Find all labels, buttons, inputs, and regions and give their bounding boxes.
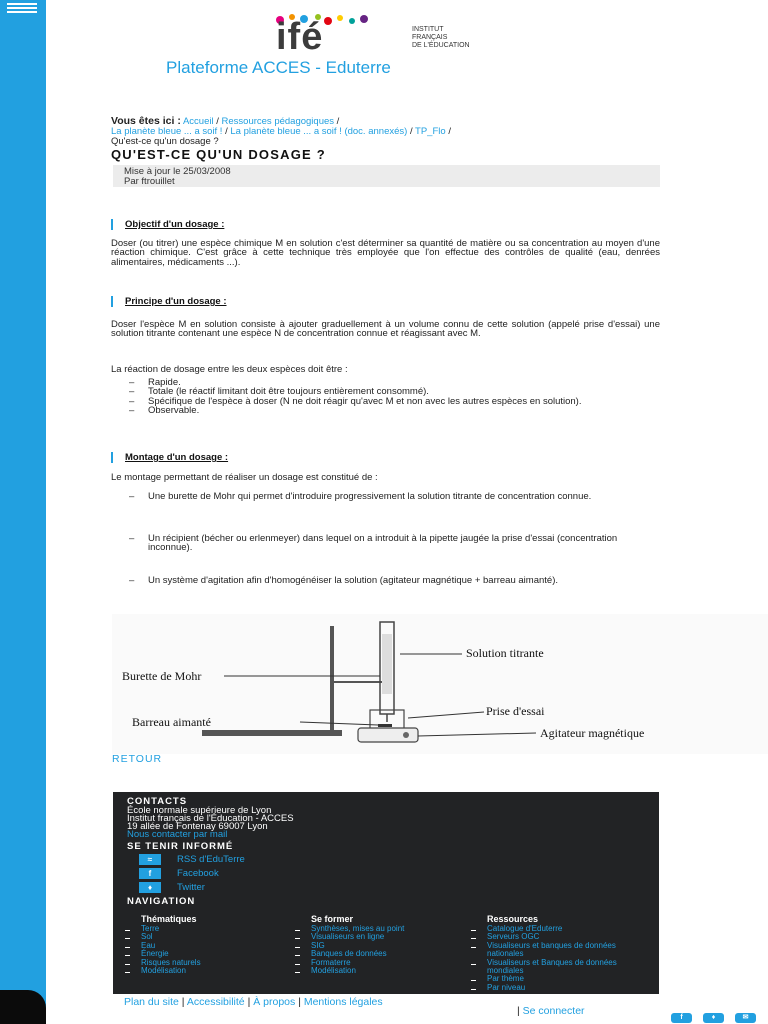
nav-link[interactable]: Synthèses, mises au point: [295, 925, 445, 933]
nav-col-heading: Thématiques: [141, 914, 197, 924]
list-item: – Une burette de Mohr qui permet d'introduire progressivement la solution titrante de concentration connue.: [111, 492, 660, 501]
twitter-icon: ♦: [139, 882, 161, 893]
nav-link[interactable]: Terre: [125, 925, 285, 933]
navigation-heading: NAVIGATION: [127, 896, 196, 907]
nav-col-thematiques: [125, 914, 285, 975]
twitter-icon[interactable]: ♦: [703, 1013, 724, 1023]
nav-col-heading: Se former: [311, 914, 354, 924]
author: Par ftrouillet: [124, 175, 175, 187]
page-title: QU'EST-CE QU'UN DOSAGE ?: [111, 147, 326, 162]
breadcrumb-item-annexes[interactable]: La planète bleue ... a soif ! (doc. annexés): [230, 126, 408, 137]
breadcrumb-item-planete[interactable]: La planète bleue ... a soif !: [111, 126, 223, 137]
burette-fill: [382, 634, 392, 694]
contact-line: Institut français de l'Éducation - ACCES: [127, 813, 294, 824]
facebook-icon[interactable]: f: [671, 1013, 692, 1023]
nav-link[interactable]: Visualiseurs et banques de données nationales: [471, 942, 651, 959]
link-divider: |: [181, 996, 187, 1008]
nav-link[interactable]: Visualiseurs en ligne: [295, 933, 445, 941]
breadcrumb-item-ressources[interactable]: Ressources pédagogiques: [221, 116, 335, 127]
montage-list-2: [111, 534, 660, 553]
principe-heading: Principe d'un dosage :: [111, 296, 227, 307]
nav-link[interactable]: Visualiseurs et Banques de données mondiales: [471, 959, 651, 976]
a-propos-link[interactable]: À propos: [253, 996, 296, 1008]
breadcrumb-item-tp[interactable]: TP_Flo: [415, 126, 446, 137]
bottom-links-second-row: [517, 1005, 585, 1017]
nav-col-heading: Ressources: [487, 914, 539, 924]
rss-label: RSS d'EduTerre: [177, 854, 245, 865]
nav-link[interactable]: Modélisation: [295, 967, 445, 975]
label-prise: Prise d'essai: [486, 704, 545, 718]
label-barreau: Barreau aimanté: [132, 715, 211, 729]
facebook-icon: f: [139, 868, 161, 879]
logo-subtitle: INSTITUT FRANÇAIS DE L'ÉDUCATION: [412, 26, 470, 49]
contacts-heading: CONTACTS: [127, 796, 188, 807]
nav-col-se-former: [295, 914, 445, 975]
list-item: – Rapide.: [111, 378, 660, 387]
updated-date: Mise à jour le 25/03/2008: [124, 166, 231, 177]
nav-link[interactable]: Énergie: [125, 950, 285, 958]
breadcrumb-separator: /: [448, 126, 451, 137]
label-agitateur: Agitateur magnétique: [540, 726, 645, 740]
list-item: – Observable.: [111, 406, 660, 415]
breadcrumb: [111, 116, 671, 147]
montage-list-3: [111, 576, 660, 585]
nav-link[interactable]: SIG: [295, 942, 445, 950]
breadcrumb-separator: /: [336, 116, 340, 127]
nav-link[interactable]: Sol: [125, 933, 285, 941]
se-connecter-link[interactable]: Se connecter: [522, 1005, 585, 1017]
principe-intro: La réaction de dosage entre les deux espèces doit être :: [111, 364, 348, 375]
list-item: – Un récipient (bécher ou erlenmeyer) dans lequel on a introduit à la pipette jaugée la prise d'essai (concentration inconnue).: [111, 534, 660, 553]
stand-base: [202, 730, 342, 736]
nav-link[interactable]: Risques naturels: [125, 959, 285, 967]
montage-list-1: [111, 492, 660, 501]
nav-link[interactable]: Catalogue d'Eduterre: [471, 925, 651, 933]
list-item: – Totale (le réactif limitant doit être toujours entièrement consommé).: [111, 387, 660, 396]
objectif-heading: Objectif d'un dosage :: [111, 219, 224, 230]
link-divider: |: [298, 996, 304, 1008]
left-sidebar: [0, 0, 46, 1024]
label-burette: Burette de Mohr: [122, 669, 202, 683]
montage-heading: Montage d'un dosage :: [111, 452, 228, 463]
principe-list: [111, 378, 660, 416]
nav-link[interactable]: Formaterre: [295, 959, 445, 967]
facebook-link[interactable]: [139, 868, 339, 880]
nav-link[interactable]: Eau: [125, 942, 285, 950]
principe-text: Doser l'espèce M en solution consiste à ajouter graduellement à un volume connu de cette solution (appelé prise d'essai) une solution titrante contenant une espèce N de concentration connue et réagissant avec M.: [111, 319, 660, 340]
bottom-links: [124, 996, 383, 1008]
contact-line: École normale supérieure de Lyon: [127, 805, 272, 816]
magnetic-bar: [378, 724, 392, 727]
nav-link[interactable]: Banques de données: [295, 950, 445, 958]
nav-link[interactable]: Par thème: [471, 975, 651, 983]
list-item: – Un système d'agitation afin d'homogénéiser la solution (agitateur magnétique + barreau aimanté).: [111, 576, 660, 585]
logo-wordmark: ifé: [276, 16, 324, 58]
stirrer-knob: [403, 732, 409, 738]
breadcrumb-item-accueil[interactable]: Accueil: [182, 116, 214, 127]
stand-rod: [330, 626, 334, 734]
list-item: – Spécifique de l'espèce à doser (N ne doit réagir qu'avec M et non avec les autres espèces en solution).: [111, 397, 660, 406]
link-divider: |: [517, 1005, 523, 1017]
accessibilite-link[interactable]: Accessibilité: [186, 996, 245, 1008]
footer: [113, 792, 659, 994]
breadcrumb-separator: /: [225, 126, 228, 137]
contact-line: 19 allée de Fontenay 69007 Lyon: [127, 821, 268, 832]
mentions-legales-link[interactable]: Mentions légales: [303, 996, 383, 1008]
email-icon[interactable]: ✉: [735, 1013, 756, 1023]
rss-link[interactable]: [139, 854, 339, 866]
rss-icon: ≈: [139, 854, 161, 865]
twitter-link[interactable]: [139, 882, 339, 894]
breadcrumb-current: Qu'est-ce qu'un dosage ?: [111, 136, 219, 147]
objectif-text: Doser (ou titrer) une espèce chimique M en solution c'est déterminer sa quantité de matière ou sa concentration au moyen d'une réaction chimique. C'est grâce à cette technique très employée que l'on effectue des contrôles de qualité (eau, denrées alimentaires, médicaments ...).: [111, 238, 660, 268]
nav-link[interactable]: Modélisation: [125, 967, 285, 975]
breadcrumb-separator: /: [409, 126, 413, 137]
breadcrumb-lead: Vous êtes ici :: [111, 115, 181, 127]
montage-intro: Le montage permettant de réaliser un dosage est constitué de :: [111, 472, 378, 483]
retour-link[interactable]: RETOUR: [112, 753, 163, 765]
platform-title[interactable]: Plateforme ACCES - Eduterre: [166, 58, 391, 77]
meta-box: [113, 165, 660, 187]
titration-diagram: [112, 614, 768, 754]
facebook-label: Facebook: [177, 868, 219, 879]
nav-col-ressources: [471, 914, 651, 992]
label-solution: Solution titrante: [466, 646, 544, 660]
nav-link[interactable]: Par niveau: [471, 984, 651, 992]
contact-mail-link[interactable]: Nous contacter par mail: [127, 829, 228, 840]
corner-shape: [0, 990, 46, 1024]
informe-heading: SE TENIR INFORMÉ: [127, 841, 234, 852]
menu-icon[interactable]: [7, 3, 37, 14]
breadcrumb-separator: /: [216, 116, 219, 127]
link-divider: |: [247, 996, 254, 1008]
share-icons: [671, 1013, 761, 1023]
twitter-label: Twitter: [177, 882, 205, 893]
nav-link[interactable]: Serveurs OGC: [471, 933, 651, 941]
plan-du-site-link[interactable]: Plan du site: [124, 996, 179, 1008]
ife-logo[interactable]: [268, 14, 504, 56]
